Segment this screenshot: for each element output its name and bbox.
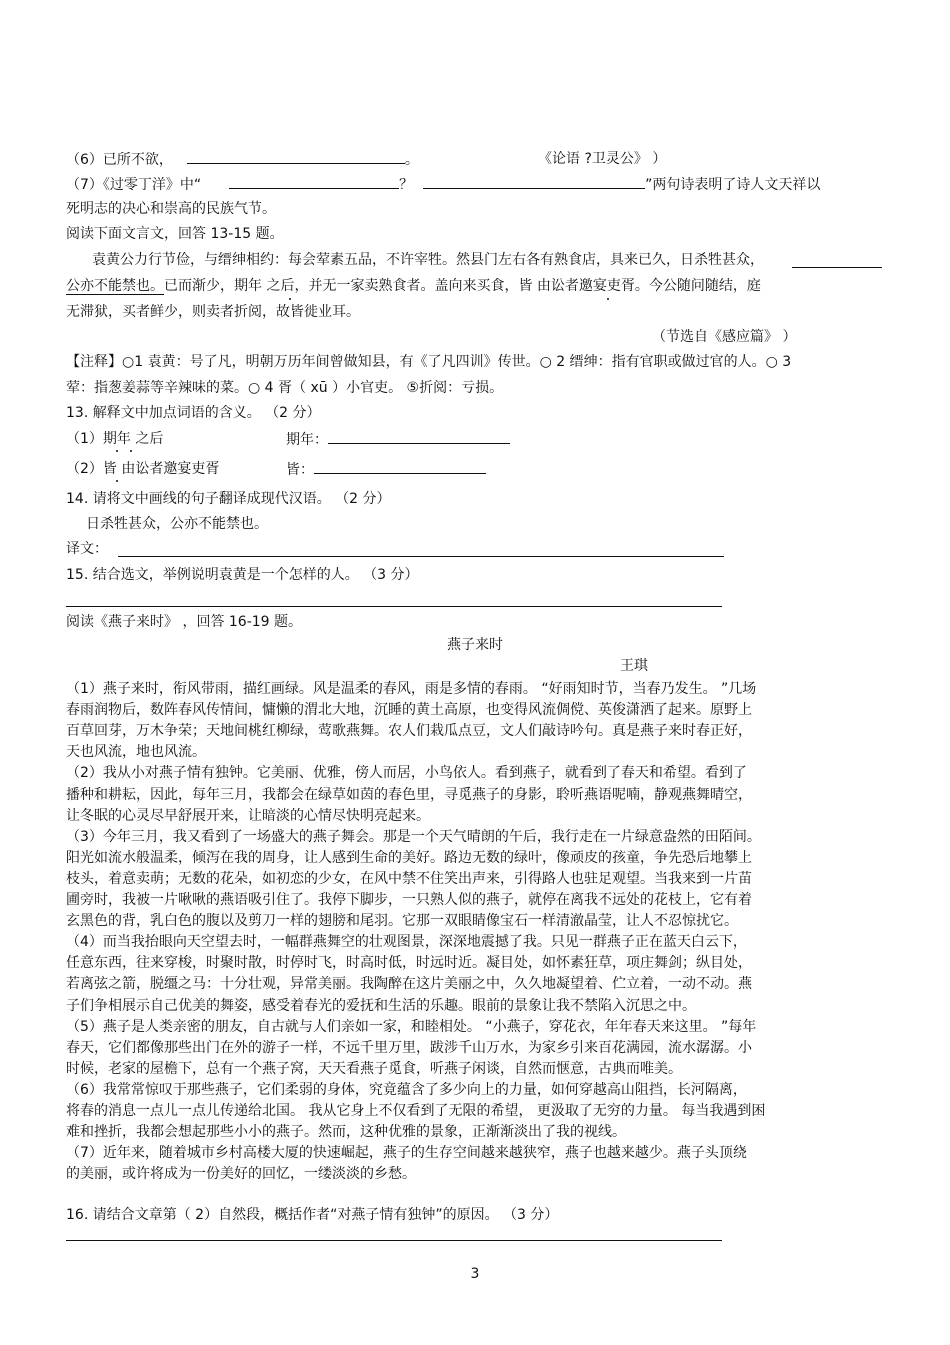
- article-line: 百草回芽，万木争荣；天地间桃红柳绿，莺歌燕舞。农人们栽瓜点豆，文人们敲诗吟句。真是燕子来时春正好，: [66, 723, 752, 739]
- article-line: 将春的消息一点儿一点儿传递给北国。 我从它身上不仅看到了无限的希望， 更汲取了无穷的力量。 每当我遇到困: [66, 1103, 766, 1119]
- q15-title: 15. 结合选文，举例说明袁黄是一个怎样的人。 （3 分）: [66, 567, 419, 583]
- q16-title: 16. 请结合文章第（ 2）自然段，概括作者“对燕子情有独钟”的原因。 （3 分）: [66, 1207, 559, 1223]
- emphasis-dot: [116, 450, 118, 452]
- article-line: 枝头，着意卖萌；无数的花朵，如初恋的少女，在风中禁不住笑出声来，引得路人也驻足观望。当我来到一片苗: [66, 871, 752, 887]
- q13-answer-1: [286, 429, 510, 450]
- article-line: 的美丽，或许将成为一份美好的回忆，一缕淡淡的乡愁。: [66, 1166, 416, 1182]
- q7-blank-2[interactable]: [423, 174, 645, 189]
- article-line: 天也风流，地也风流。: [66, 744, 206, 760]
- classical-source: （节选自《感应篇》 ）: [652, 329, 797, 345]
- article-line: （1）燕子来时，衔风带雨，描红画绿。风是温柔的春风，雨是多情的春雨。 “好雨知时节，当春乃发生。 ”几场: [66, 681, 757, 697]
- article-line: 子们争相展示自己优美的舞姿，感受着春光的爱抚和生活的乐趣。眼前的景象让我不禁陷入沉思之中。: [66, 998, 696, 1014]
- article-line: 阳光如流水般温柔，倾泻在我的周身，让人感到生命的美好。路边无数的绿叶，像顽皮的孩童，争先恐后地攀上: [66, 850, 752, 866]
- question-7: [66, 174, 820, 195]
- q7-end: ”两句诗表明了诗人文天祥以: [645, 177, 821, 193]
- q7-mid: ？: [399, 177, 414, 193]
- q7-blank-1[interactable]: [229, 174, 399, 189]
- q13-word-1: 期年：: [286, 432, 328, 448]
- article-line: （5）燕子是人类亲密的朋友，自古就与人们亲如一家，和睦相处。 “小燕子，穿花衣，年年春天来这里。 ”每年: [66, 1019, 757, 1035]
- underlined-sentence: 公亦不能禁也。: [66, 278, 164, 294]
- article-line: （4）而当我抬眼向天空望去时，一幅群燕舞空的壮观图景，深深地震撼了我。只见一群燕子正在蓝天白云下，: [66, 934, 747, 950]
- q16-answer-line[interactable]: [66, 1240, 722, 1241]
- article-line: （7）近年来，随着城市乡村高楼大厦的快速崛起，燕子的生存空间越来越狭窄，燕子也越来越少。燕子头顶绕: [66, 1145, 747, 1161]
- classical-line-2-rest: 已而渐少，期年 之后，并无一家卖熟食者。盖向来买食，皆 由讼者邀宴吏胥。今公随问随结，庭: [164, 278, 761, 294]
- article-line: （6）我常常惊叹于那些燕子，它们柔弱的身体，究竟蕴含了多少向上的力量，如何穿越高山阻挡，长河隔离，: [66, 1082, 747, 1098]
- classical-line-1: 袁黄公力行节俭，与缙绅相约：每会荤素五品，不许宰牲。然县门左右各有熟食店，具来已久，日杀牲甚众，: [92, 252, 764, 268]
- q14-sentence: 日杀牲甚众，公亦不能禁也。: [86, 516, 268, 532]
- notes-line-1: 【注释】○1 袁黄：号了凡，明朝万历年间曾做知县，有《了凡四训》传世。○ 2 缙绅：指有官职或做过官的人。○ 3: [66, 354, 792, 370]
- q13-answer-2: [286, 459, 486, 480]
- q6-end: 。: [404, 152, 419, 168]
- emphasis-dot: [130, 450, 132, 452]
- modern-intro: 阅读《燕子来时》 ，回答 16-19 题。: [66, 614, 303, 630]
- article-line: 时候，老家的屋檐下，总有一个燕子窝，天天看燕子觅食，听燕子闲谈，自然而惬意，古典而唯美。: [66, 1061, 682, 1077]
- q14-answer-line[interactable]: [118, 556, 724, 557]
- article-title: 燕子来时: [447, 637, 503, 653]
- article-line: 春雨润物后，数阵春风传情间，慵懒的渭北大地，沉睡的黄土高原，也变得风流倜傥、英俊潇洒了起来。原野上: [66, 702, 752, 718]
- classical-intro: 阅读下面文言文，回答 13-15 题。: [66, 226, 284, 242]
- article-author: 王琪: [620, 658, 648, 674]
- q6-source: 《论语 ?卫灵公》 ）: [538, 151, 667, 167]
- classical-line-2: [66, 276, 761, 296]
- article-line: （2）我从小对燕子情有独钟。它美丽、优雅，傍人而居，小鸟依人。看到燕子，就看到了春天和希望。看到了: [66, 765, 747, 781]
- q13-title: 13. 解释文中加点词语的含义。 （2 分）: [66, 405, 321, 421]
- q7-prompt: （7）《过零丁洋》中“: [66, 177, 202, 193]
- emphasis-dot: [289, 298, 291, 300]
- q6-prompt: （6）已所不欲，: [66, 152, 173, 168]
- article-line: （3）今年三月，我又看到了一场盛大的燕子舞会。那是一个天气晴朗的午后，我行走在一片绿意盎然的田陌间。: [66, 829, 761, 845]
- article-line: 让冬眠的心灵尽早舒展开来，让暗淡的心情尽快明亮起来。: [66, 808, 430, 824]
- q15-answer-line[interactable]: [66, 606, 722, 607]
- q13-item-1: （1）期年 之后: [66, 431, 164, 447]
- q13-word-2: 皆：: [286, 462, 314, 478]
- article-line: 玄黑色的背，乳白色的腹以及剪刀一样的翅膀和尾羽。它那一双眼睛像宝石一样清澈晶莹，让人不忍惊扰它。: [66, 913, 738, 929]
- page-number: 3: [470, 1266, 480, 1282]
- article-line: 播种和耕耘，因此，每年三月，我都会在绿草如茵的春色里，寻觅燕子的身影，聆听燕语呢喃，静观燕舞晴空，: [66, 787, 752, 803]
- underline-segment: [792, 267, 882, 268]
- article-line: 春天，它们都像那些出门在外的游子一样，不远千里万里，跋涉千山万水，为家乡引来百花满园，流水潺潺。小: [66, 1040, 752, 1056]
- q13-blank-1[interactable]: [328, 429, 510, 444]
- q14-title: 14. 请将文中画线的句子翻译成现代汉语。 （2 分）: [66, 491, 391, 507]
- article-line: 若离弦之箭，脱缰之马：十分壮观，异常美丽。我陶醉在这片美丽之中，久久地凝望着、伫立着，一动不动。燕: [66, 976, 752, 992]
- article-line: 难和挫折，我都会想起那些小小的燕子。然而，这种优雅的景象，正渐渐淡出了我的视线。: [66, 1124, 626, 1140]
- emphasis-dot: [116, 480, 118, 482]
- q7-line-2: 死明志的决心和崇高的民族气节。: [66, 201, 276, 217]
- article-line: 任意东西，往来穿梭，时聚时散，时停时飞，时高时低，时远时近。凝目处，如怀素狂草，项庄舞剑；纵目处，: [66, 955, 752, 971]
- q13-blank-2[interactable]: [314, 459, 486, 474]
- classical-line-3: 无滞狱，买者鲜少，则卖者折阅，故皆徙业耳。: [66, 304, 360, 320]
- emphasis-dot: [607, 298, 609, 300]
- q13-item-2: （2）皆 由讼者邀宴吏胥: [66, 461, 220, 477]
- q14-label: 译文：: [66, 541, 108, 557]
- article-line: 圃旁时，我被一片啾啾的燕语吸引住了。我停下脚步，一只熟人似的燕子，就停在离我不远处的花枝上，它有着: [66, 892, 752, 908]
- q6-answer-blank[interactable]: [187, 149, 405, 164]
- notes-line-2: 荤：指葱姜蒜等辛辣味的菜。○ 4 胥（ xū ）小官吏。 ⑤折阅：亏损。: [66, 380, 504, 396]
- question-6: [66, 149, 419, 170]
